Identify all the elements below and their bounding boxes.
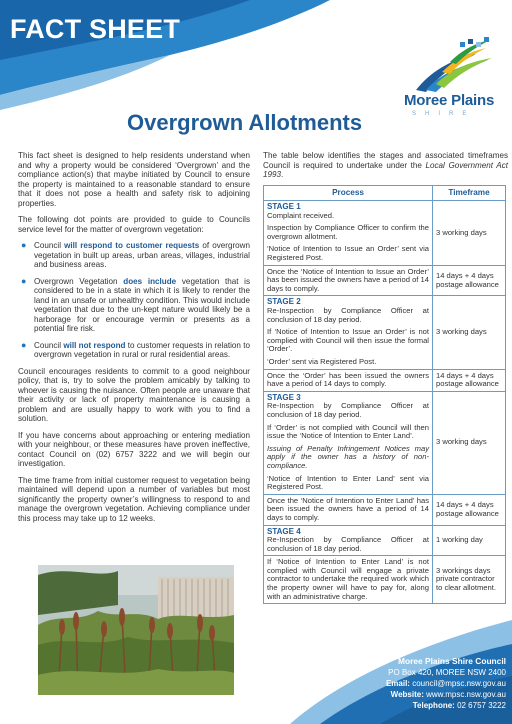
footer-contact: Moree Plains Shire Council PO Box 420, MOREE NSW 2400 Email: council@mpsc.nsw.gov.au Website: www.mpsc.nsw.gov.au Telephone: 02 6757 3222 xyxy=(385,656,506,710)
table-row: STAGE 1 Complaint received. Inspection by Compliance Officer to confirm the overgrown allotment. ‘Notice of Intention to Issue an Order’ sent via Registered Post. 3 working days xyxy=(264,201,506,266)
timeframe-paragraph: The time frame from initial customer request to vegetation being maintained will depend upon a number of variables but most significantly the property owner’s willingness to respond to and manage the overgrown vegetation. Achieving compliance under this process may take up to 12 weeks. xyxy=(18,475,250,523)
left-column xyxy=(18,151,250,530)
table-row: Once the ‘Notice of Intention to Issue an Order’ has been issued the owners have a period of 14 days to comply. 14 days + 4 days postage allowance xyxy=(264,265,506,296)
neighbour-paragraph: Council encourages residents to commit to a good neighbour policy, that is, try to solve the problem amicably by talking to whoever is causing the nuisance. Often people are unaware that their activity or lack of property maintenance is causing a problem and are usually happy to work with you to find a solution. xyxy=(18,366,250,423)
footer-website[interactable]: www.mpsc.nsw.gov.au xyxy=(426,690,506,699)
moree-plains-logo-icon xyxy=(410,36,502,92)
footer-address: PO Box 420, MOREE NSW 2400 xyxy=(388,668,506,677)
table-row: STAGE 3 Re-Inspection by Compliance Officer at conclusion of 18 day period. If ‘Order’ is not complied with Council will then issue the ‘Notice of Intention to Enter Land’. Issuing of Penalty Infringement Notices may apply if the owner has a history of non-compliance. ‘Notice of Intention to Enter Land’ sent via Registered Post. 3 working days xyxy=(264,391,506,494)
list-item: ● Council will not respond to customer requests in relation to overgrown vegetation in rural or rural residential areas. xyxy=(21,339,250,359)
footer-phone: 02 6757 3222 xyxy=(457,701,506,710)
list-item: ● Overgrown Vegetation does include vegetation that is considered to be in a state in which it is likely to render the land in an unsafe or unhealthy condition. This would include vegetation that due to the un-kept nature would likely be a harborage for or encourage vermin or presents as a potential fire risk. xyxy=(21,275,250,333)
stage-1-title: STAGE 1 xyxy=(267,202,301,212)
bullet-icon: ● xyxy=(21,275,27,286)
timeframe-column-header: Timeframe xyxy=(433,185,506,201)
process-table xyxy=(263,185,506,605)
bullet-icon: ● xyxy=(21,240,27,250)
table-row: Once the ‘Order’ has been issued the owners have a period of 14 days to comply. 14 days + 4 days postage allowance xyxy=(264,369,506,391)
footer-org: Moree Plains Shire Council xyxy=(398,656,506,666)
contact-paragraph: If you have concerns about approaching or entering mediation with your neighbour, or these measures have proven ineffective, contact Council on (02) 6757 3222 and we will begin our investigation. xyxy=(18,430,250,468)
intro-paragraph: This fact sheet is designed to help residents understand when and why a property would be considered ‘Overgrown’ and the compliance action(s) that maybe initiated by Council to ensure the property is maintained to a reasonable standard to ensure that it does not pose a health and safety risk to adjoining properties. xyxy=(18,151,250,208)
bullet-icon: ● xyxy=(21,339,27,350)
table-row: If ‘Notice of Intention to Enter Land’ is not complied with Council will engage a private contractor to undertake the required work which the property owner will have to pay for, along with an administrative charge. 3 workings days private contractor to clear allotment. xyxy=(264,556,506,604)
guide-paragraph: The following dot points are provided to guide to Councils service level for the matter of overgrown vegetation: xyxy=(18,215,250,234)
table-intro: The table below identifies the stages and associated timeframes Council is required to undertake under the Local Government Act 1993. xyxy=(263,151,508,179)
stage-2-title: STAGE 2 xyxy=(267,297,301,307)
fact-sheet-title: FACT SHEET xyxy=(10,14,181,44)
list-item: ● Council will respond to customer requests of overgrown vegetation in built up areas, urban areas, villages, industrial and business areas. xyxy=(21,240,250,269)
process-column-header: Process xyxy=(264,185,433,201)
footer-email[interactable]: council@mpsc.nsw.gov.au xyxy=(412,679,506,688)
table-header-row xyxy=(264,185,506,201)
table-row: Once the ‘Notice of Intention to Enter Land’ has been issued the owners have a period of 14 days to comply. 14 days + 4 days postage allowance xyxy=(264,494,506,525)
stage-4-title: STAGE 4 xyxy=(267,526,301,536)
table-row: STAGE 4 Re-Inspection by Compliance Officer at conclusion of 18 day period. 1 working day xyxy=(264,525,506,556)
logo-name: Moree Plains xyxy=(404,92,495,109)
page-title: Overgrown Allotments xyxy=(127,110,363,135)
table-row: STAGE 2 Re-Inspection by Compliance Officer at conclusion of 18 day period. If ‘Notice of Intention to Issue an Order’ is not complied with Council will then issue the formal ‘Order’. ‘Order’ sent via Registered Post. 3 working days xyxy=(264,296,506,369)
service-level-list xyxy=(18,241,250,360)
stage-3-title: STAGE 3 xyxy=(267,392,301,402)
right-column xyxy=(263,151,508,604)
logo-shire: SHIRE xyxy=(412,111,476,117)
